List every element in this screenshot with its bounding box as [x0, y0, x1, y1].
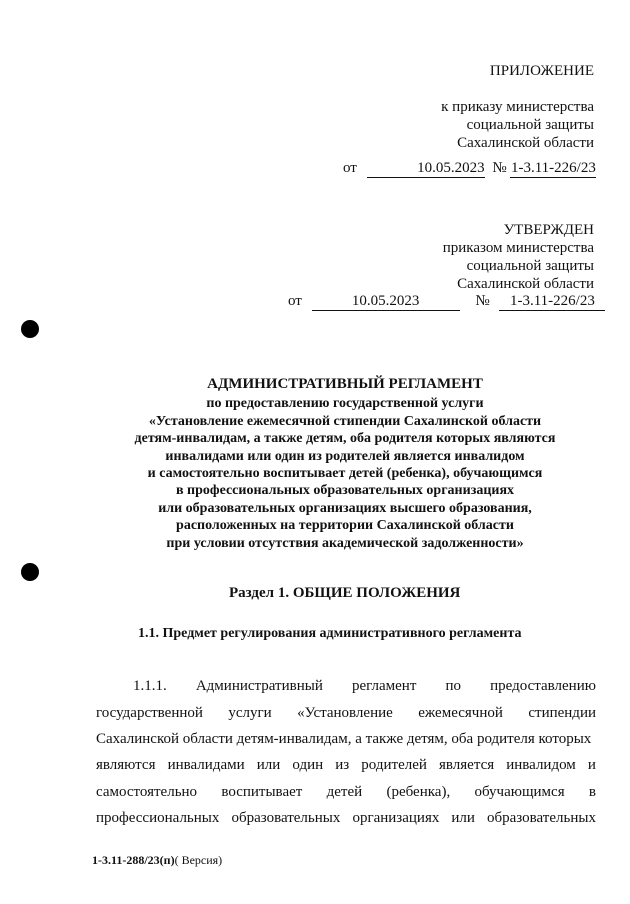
title-line-3: «Установление ежемесячной стипендии Сахалинской области	[148, 413, 542, 429]
body-line-2	[96, 705, 596, 722]
footer	[92, 853, 222, 868]
appendix-number: 1-3.11-226/23	[510, 160, 596, 176]
body-word: профессиональных	[96, 810, 220, 826]
title-line-2: по предоставлению государственной услуги	[206, 396, 484, 412]
approved-line-3: Сахалинской области	[457, 276, 594, 292]
body-word: образовательных	[231, 810, 341, 826]
approved-line-1: приказом министерства	[442, 240, 594, 256]
appendix-line-3: Сахалинской области	[457, 135, 594, 151]
body-line-5	[96, 784, 596, 801]
body-word: (ребенка),	[386, 784, 451, 800]
body-word: по	[445, 678, 462, 694]
body-word: один	[292, 757, 324, 773]
body-word: ежемесячной	[418, 705, 503, 721]
body-word: или	[256, 757, 281, 773]
appendix-date: 10.05.2023	[367, 160, 485, 178]
title-line-10: при условии отсутствия академической задолженности»	[166, 535, 524, 551]
title-line-6: и самостоятельно воспитывает детей (ребенка), обучающимся	[147, 466, 543, 482]
body-word: воспитывает	[221, 784, 303, 800]
footer-version: ( Версия)	[174, 853, 223, 867]
body-word: в	[588, 784, 596, 800]
appendix-line-2: социальной защиты	[466, 117, 594, 133]
body-word: инвалидом	[506, 757, 576, 773]
body-line-4	[96, 757, 596, 774]
title-line-5: инвалидами или один из родителей является инвалидом	[165, 448, 525, 464]
body-word: обучающимся	[474, 784, 565, 800]
approved-heading: УТВЕРЖДЕН	[503, 222, 594, 238]
section-heading: Раздел 1. ОБЩИЕ ПОЛОЖЕНИЯ	[229, 585, 461, 601]
punch-hole-bottom	[21, 563, 39, 581]
title-line-7: в профессиональных образовательных организациях	[175, 483, 515, 499]
body-word: «Установление	[297, 705, 393, 721]
punch-hole-top	[21, 320, 39, 338]
footer-code: 1-3.11-288/23(п)	[92, 853, 175, 867]
body-word: стипендии	[528, 705, 596, 721]
title-line-8: или образовательных организациях высшего образования,	[158, 500, 532, 516]
appendix-order-line	[343, 160, 596, 178]
body-word: образовательных	[487, 810, 596, 826]
approved-line-2: социальной защиты	[466, 258, 594, 274]
document-title	[60, 376, 630, 552]
title-line-4: детям-инвалидам, а также детям, оба родителя которых являются	[134, 431, 556, 447]
appendix-number-label: №	[492, 160, 507, 176]
approved-order-line	[288, 293, 605, 311]
title-line-1: АДМИНИСТРАТИВНЫЙ РЕГЛАМЕНТ	[207, 376, 483, 392]
body-word: Сахалинской области детям-инвалидам, а также детям, оба родителя которых	[96, 731, 592, 747]
body-word: самостоятельно	[96, 784, 198, 800]
body-word: услуги	[228, 705, 272, 721]
body-word: инвалидами	[167, 757, 245, 773]
body-word: является	[439, 757, 495, 773]
appendix-heading: ПРИЛОЖЕНИЕ	[489, 63, 594, 79]
appendix-line-1: к приказу министерства	[441, 99, 594, 115]
approved-number: 1-3.11-226/23	[499, 293, 605, 311]
body-word: Административный	[195, 678, 323, 694]
section-subheading: 1.1. Предмет регулирования административного регламента	[138, 626, 522, 641]
body-word: 1.1.1.	[133, 678, 167, 694]
body-word: и	[587, 757, 596, 773]
body-line-3	[96, 731, 596, 748]
body-line-6	[96, 810, 596, 827]
body-word: родителей	[361, 757, 427, 773]
body-word: государственной	[96, 705, 203, 721]
body-line-1	[133, 678, 596, 695]
body-word: организациях	[352, 810, 440, 826]
body-word: предоставлению	[490, 678, 596, 694]
title-line-9: расположенных на территории Сахалинской области	[176, 518, 514, 534]
approved-date: 10.05.2023	[312, 293, 460, 311]
body-word: регламент	[351, 678, 417, 694]
approved-from-label: от	[288, 293, 302, 309]
body-word: являются	[96, 757, 156, 773]
body-word: или	[451, 810, 475, 826]
body-word: из	[335, 757, 350, 773]
appendix-from-label: от	[343, 160, 357, 176]
approved-number-label: №	[475, 293, 490, 309]
body-word: детей	[326, 784, 363, 800]
